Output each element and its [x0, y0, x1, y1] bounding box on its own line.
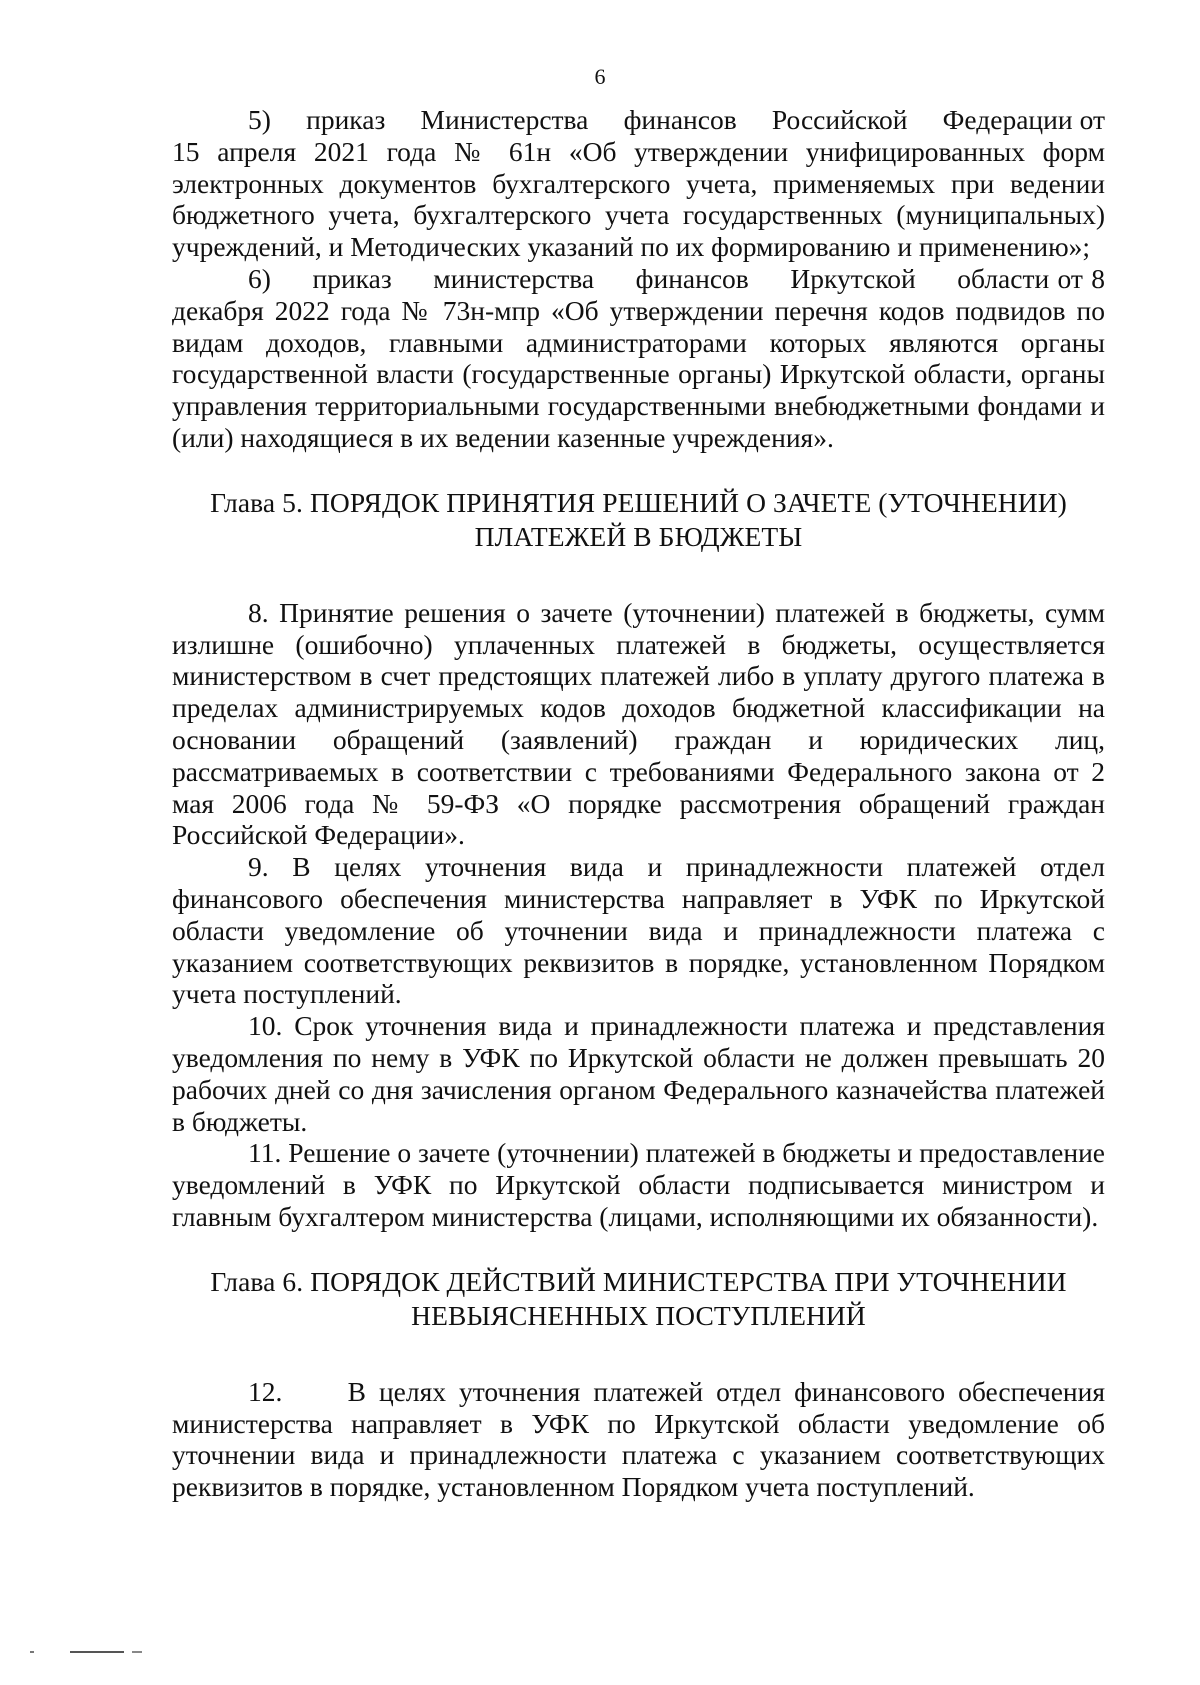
- scan-artifact-line-short: [132, 1651, 142, 1653]
- chapter-5-heading-line-2: ПЛАТЕЖЕЙ В БЮДЖЕТЫ: [474, 520, 803, 552]
- paragraph-9: 9. В целях уточнения вида и принадлежности платежей отдел финансового обеспечения министерства направляет в УФК по Иркутской области уведомление об уточнении вида и принадлежности платежа с указанием соответствующих реквизитов в порядке, установленном Порядком учета поступлений.: [172, 851, 1105, 1010]
- paragraph-11: 11. Решение о зачете (уточнении) платежей в бюджеты и предоставление уведомлений в УФК по Иркутской области подписывается министром и главным бухгалтером министерства (лицами, исполняющими их обязанности).: [172, 1137, 1105, 1232]
- chapter-6-heading-line-2: НЕВЫЯСНЕННЫХ ПОСТУПЛЕНИЙ: [411, 1299, 866, 1331]
- scan-artifact: [30, 1651, 34, 1653]
- chapter-6-heading-line-1: Глава 6. ПОРЯДОК ДЕЙСТВИЙ МИНИСТЕРСТВА ПРИ УТОЧНЕНИИ: [210, 1265, 1067, 1297]
- page-number: 6: [594, 64, 606, 89]
- chapter-5-heading: [172, 486, 1105, 554]
- paragraph-8: 8. Принятие решения о зачете (уточнении) платежей в бюджеты, сумм излишне (ошибочно) уплаченных платежей в бюджеты, осуществляется министерством в счет предстоящих платежей либо в уплату другого платежа в пределах администрируемых кодов доходов бюджетной классификации на основании обращений (заявлений) граждан и юридических лиц, рассматриваемых в соответствии с требованиями Федерального закона от 2 мая 2006 года № 59-ФЗ «О порядке рассмотрения обращений граждан Российской Федерации».: [172, 596, 1105, 851]
- paragraph-12: 12. В целях уточнения платежей отдел финансового обеспечения министерства направляет в УФК по Иркутской области уведомление об уточнении вида и принадлежности платежа с указанием соответствующих реквизитов в порядке, установленном Порядком учета поступлений.: [172, 1375, 1105, 1503]
- paragraph-10: 10. Срок уточнения вида и принадлежности платежа и представления уведомления по нему в УФК по Иркутской области не должен превышать 20 рабочих дней со дня зачисления органом Федерального казначейства платежей в бюджеты.: [172, 1010, 1105, 1137]
- chapter-6-heading: [172, 1265, 1105, 1333]
- list-item-6: 6) приказ министерства финансов Иркутской области от 8 декабря 2022 года № 73н-мпр «Об утверждении перечня кодов подвидов по видам доходов, главными администраторами которых являются органы государственной власти (государственные органы) Иркутской области, органы управления территориальными государственными внебюджетными фондами и (или) находящиеся в их ведении казенные учреждения».: [172, 262, 1105, 453]
- chapter-5-heading-line-1: Глава 5. ПОРЯДОК ПРИНЯТИЯ РЕШЕНИЙ О ЗАЧЕТЕ (УТОЧНЕНИИ): [210, 486, 1067, 518]
- document-body: [172, 104, 1105, 1503]
- list-item-5: 5) приказ Министерства финансов Российской Федерации от 15 апреля 2021 года № 61н «Об утверждении унифицированных форм электронных документов бухгалтерского учета, применяемых при ведении бюджетного учета, бухгалтерского учета государственных (муниципальных) учреждений, и Методических указаний по их формированию и применению»;: [172, 104, 1105, 263]
- scan-artifact-line: [70, 1651, 124, 1653]
